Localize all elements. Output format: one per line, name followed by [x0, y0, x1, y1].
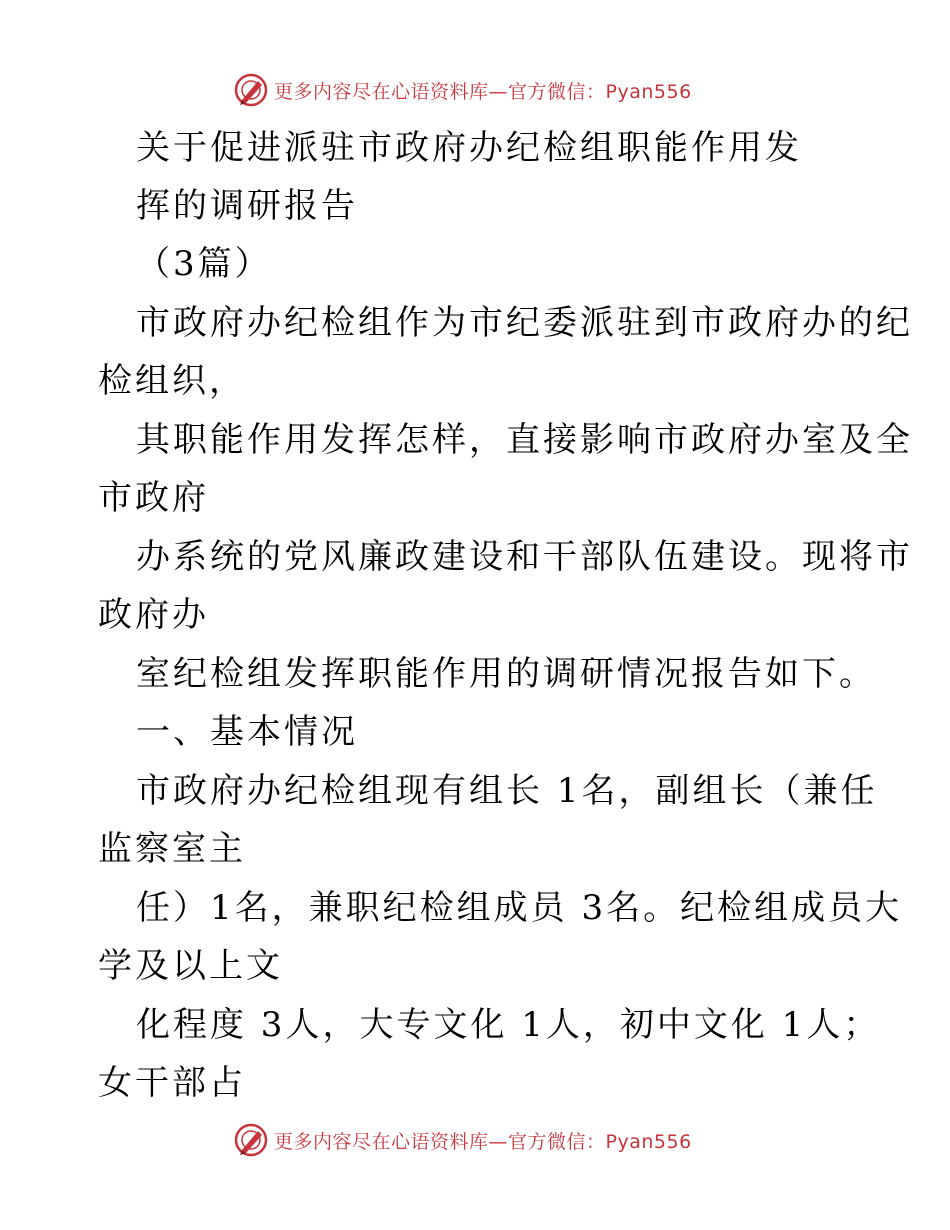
section-heading: 一、基本情况 [136, 712, 358, 752]
paragraph-line: 室纪检组发挥职能作用的调研情况报告如下。 [136, 654, 876, 694]
title-line-2: 挥的调研报告 [136, 186, 358, 226]
header-banner [234, 72, 692, 108]
title-count: （3篇） [136, 244, 272, 284]
banner-text: 更多内容尽在心语资料库—官方微信：Pyan556 [274, 1130, 692, 1153]
paragraph-line: 女干部占 [98, 1063, 246, 1103]
paragraph-line: 学及以上文 [98, 946, 283, 986]
paragraph-line: 其职能作用发挥怎样，直接影响市政府办室及全 [136, 420, 913, 460]
footer-banner [234, 1122, 692, 1158]
paragraph-line: 监察室主 [98, 829, 246, 869]
paragraph-line: 市政府办纪检组作为市纪委派驻到市政府办的纪 [136, 303, 913, 343]
pen-logo-icon [234, 73, 268, 107]
pen-logo-icon [234, 1123, 268, 1157]
title-line-1: 关于促进派驻市政府办纪检组职能作用发 [136, 128, 802, 168]
paragraph-line: 检组织， [98, 361, 246, 401]
paragraph-line: 化程度 3人，大专文化 1人，初中文化 1人； [136, 1005, 881, 1045]
paragraph-line: 市政府办纪检组现有组长 1名，副组长（兼任 [136, 771, 878, 811]
paragraph-line: 办系统的党风廉政建设和干部队伍建设。现将市 [136, 537, 913, 577]
paragraph-line: 政府办 [98, 595, 209, 635]
paragraph-line: 任）1名，兼职纪检组成员 3名。纪检组成员大 [136, 888, 903, 928]
paragraph-line: 市政府 [98, 478, 209, 518]
banner-text: 更多内容尽在心语资料库—官方微信：Pyan556 [274, 80, 692, 103]
